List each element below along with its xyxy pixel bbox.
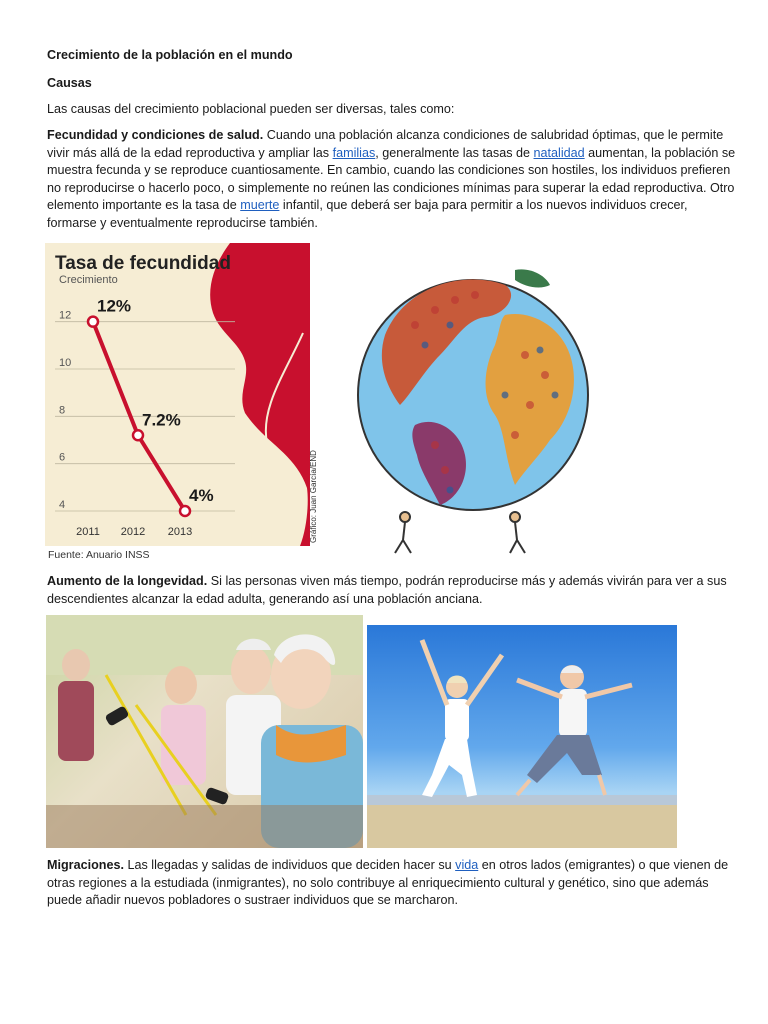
paragraph-head: Aumento de la longevidad. xyxy=(47,574,208,588)
chart-credit: Gráfico: Juan García/END xyxy=(309,450,318,543)
chart-title: Tasa de fecundidad xyxy=(55,253,231,274)
data-point xyxy=(88,317,98,327)
link-natalidad[interactable]: natalidad xyxy=(533,145,585,160)
fertility-chart xyxy=(45,243,318,563)
seniors-exercise-icon xyxy=(46,615,363,848)
doc-title: Crecimiento de la población en el mundo xyxy=(47,48,293,62)
intro-text: Las causas del crecimiento poblacional pueden ser diversas, tales como: xyxy=(47,102,455,116)
link-vida[interactable]: vida xyxy=(455,858,479,872)
paragraph-migraciones: Migraciones. Las llegadas y salidas de individuos que deciden hacer su vida en otros lados (emigrantes) o que vienen de otras regiones a la estudiada (inmigrantes), no solo contribuye al enriquecimiento cultural y genético, sino que además puede añadir nuevos pobladores o sustraer individuos que se marcharon. xyxy=(47,858,729,907)
link-muerte[interactable]: muerte xyxy=(240,198,280,212)
paragraph-longevidad: Aumento de la longevidad. Si las personas viven más tiempo, podrán reproducirse más y además vivirán para ver a sus descendientes alcanzar la edad adulta, generando así una población anciana. xyxy=(47,574,727,606)
data-label: 4% xyxy=(189,486,214,505)
seniors-jumping-photo xyxy=(367,625,677,848)
seniors-jumping-icon xyxy=(367,625,677,848)
y-tick-label: 4 xyxy=(59,499,66,511)
globe-illustration xyxy=(355,255,590,560)
x-tick-label: 2013 xyxy=(167,526,193,538)
chart-source: Fuente: Anuario INSS xyxy=(48,549,150,561)
paragraph-fecundidad: Fecundidad y condiciones de salud. Cuando una población alcanza condiciones de salubridad óptimas, que le permite vivir más allá de la edad reproductiva y ampliar las familias, generalmente las tasas de natalidad aumentan, la población se muestra fecunda y se reproduce cuantiosamente. En cambio, cuando las condiciones son hostiles, los individuos prefieren no reproducirse o hacerlo poco, o simplemente no reúnen las condiciones mínimas para superar la edad reproductiva. Otro elemento importante es la tasa de muerte infantil, que deberá ser baja para permitir a los nuevos individuos crecer, formarse y eventualmente reproducirse también. xyxy=(47,128,736,230)
y-tick-label: 12 xyxy=(59,309,72,322)
data-point xyxy=(180,506,190,516)
paragraph-head: Fecundidad y condiciones de salud. xyxy=(47,128,264,142)
globe-of-people-icon xyxy=(355,255,590,560)
x-tick-label: 2012 xyxy=(120,526,146,538)
seniors-exercise-photo xyxy=(46,615,363,848)
data-label: 7.2% xyxy=(142,410,181,430)
paragraph-head: Migraciones. xyxy=(47,858,124,872)
y-tick-label: 8 xyxy=(59,404,66,417)
fertility-chart-svg xyxy=(45,243,318,563)
link-familias[interactable]: familias xyxy=(332,145,376,160)
data-label: 12% xyxy=(97,296,132,316)
y-tick-label: 10 xyxy=(59,357,72,369)
section-heading: Causas xyxy=(47,76,92,90)
y-tick-label: 6 xyxy=(59,451,66,464)
x-tick-label: 2011 xyxy=(76,526,100,538)
chart-subtitle: Crecimiento xyxy=(59,274,118,286)
data-point xyxy=(133,430,143,440)
